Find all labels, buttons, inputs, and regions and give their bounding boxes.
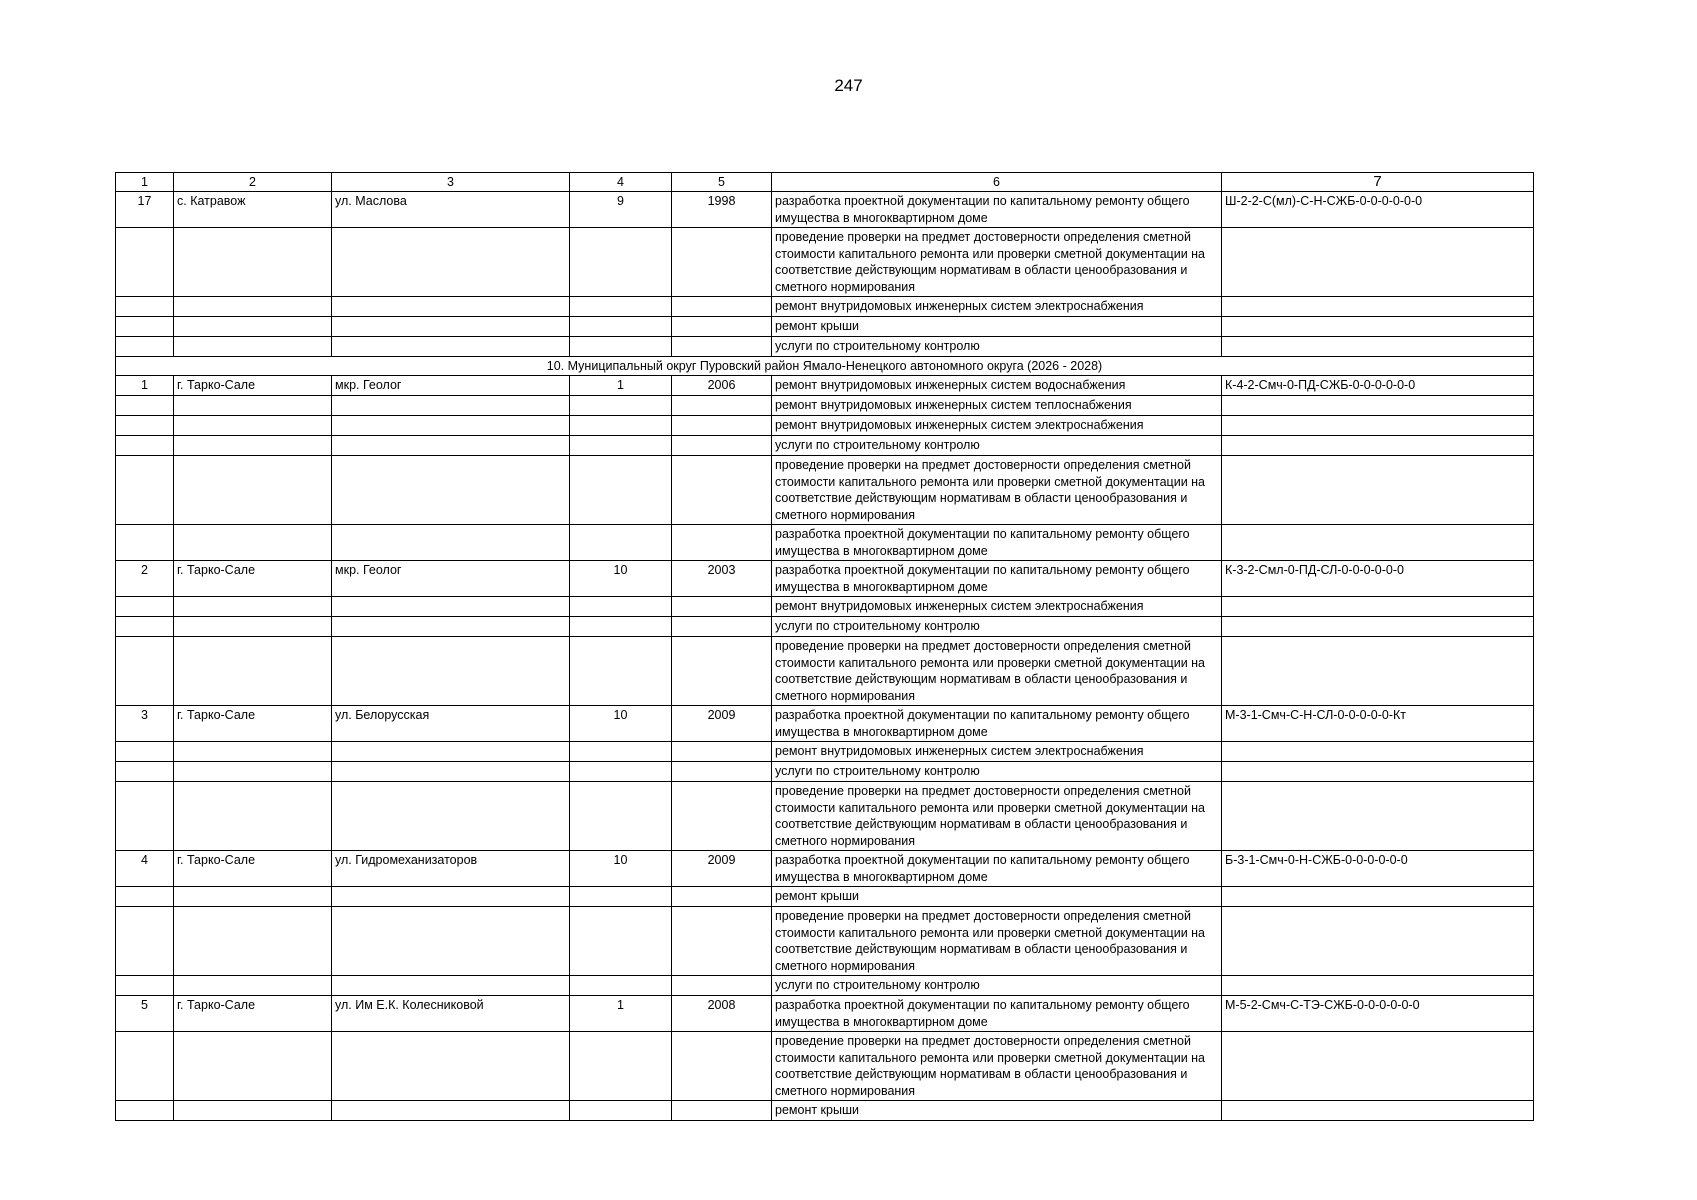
settlement-cell — [174, 228, 332, 297]
street-cell — [332, 907, 570, 976]
year-cell — [672, 337, 772, 357]
street-cell — [332, 637, 570, 706]
row-number-cell — [116, 456, 174, 525]
street-cell — [332, 456, 570, 525]
year-cell — [672, 228, 772, 297]
building-code-cell — [1222, 228, 1534, 297]
repair-table — [115, 172, 1534, 1121]
building-code-cell: Б-3-1-Смч-0-Н-СЖБ-0-0-0-0-0-0 — [1222, 851, 1534, 887]
house-number-cell — [570, 396, 672, 416]
row-number-cell — [116, 617, 174, 637]
building-code-cell — [1222, 297, 1534, 317]
year-cell — [672, 396, 772, 416]
house-number-cell — [570, 617, 672, 637]
work-type-cell: проведение проверки на предмет достоверности определения сметной стоимости капитального ремонта или проверки сметной документации на соответствие действующим нормативам в области ценообразования и сметного нормирования — [772, 1032, 1222, 1101]
building-code-cell — [1222, 637, 1534, 706]
house-number-cell: 9 — [570, 192, 672, 228]
row-number-cell — [116, 907, 174, 976]
street-cell — [332, 416, 570, 436]
building-code-cell — [1222, 597, 1534, 617]
house-number-cell: 1 — [570, 376, 672, 396]
work-type-cell: услуги по строительному контролю — [772, 436, 1222, 456]
year-cell — [672, 907, 772, 976]
settlement-cell — [174, 317, 332, 337]
table-row — [116, 228, 1534, 297]
house-number-cell — [570, 782, 672, 851]
work-type-cell: проведение проверки на предмет достоверности определения сметной стоимости капитального ремонта или проверки сметной документации на соответствие действующим нормативам в области ценообразования и сметного нормирования — [772, 907, 1222, 976]
house-number-cell: 10 — [570, 706, 672, 742]
year-cell — [672, 617, 772, 637]
work-type-cell: разработка проектной документации по капитальному ремонту общего имущества в многоквартирном доме — [772, 996, 1222, 1032]
table-row — [116, 337, 1534, 357]
row-number-cell — [116, 416, 174, 436]
building-code-cell: Ш-2-2-С(мл)-С-Н-СЖБ-0-0-0-0-0-0 — [1222, 192, 1534, 228]
year-cell: 2003 — [672, 561, 772, 597]
work-type-cell: проведение проверки на предмет достоверности определения сметной стоимости капитального ремонта или проверки сметной документации на соответствие действующим нормативам в области ценообразования и сметного нормирования — [772, 228, 1222, 297]
house-number-cell — [570, 976, 672, 996]
settlement-cell — [174, 782, 332, 851]
house-number-cell — [570, 887, 672, 907]
section-title: 10. Муниципальный округ Пуровский район Ямало-Ненецкого автономного округа (2026 - 2028) — [116, 357, 1534, 376]
year-cell: 2009 — [672, 706, 772, 742]
house-number-cell — [570, 907, 672, 976]
row-number-cell — [116, 436, 174, 456]
street-cell — [332, 742, 570, 762]
work-type-cell: услуги по строительному контролю — [772, 976, 1222, 996]
settlement-cell — [174, 1101, 332, 1121]
settlement-cell — [174, 297, 332, 317]
row-number-cell: 1 — [116, 376, 174, 396]
table-body — [116, 192, 1534, 1121]
work-type-cell: услуги по строительному контролю — [772, 762, 1222, 782]
row-number-cell — [116, 297, 174, 317]
year-cell — [672, 317, 772, 337]
column-header: 7 — [1222, 173, 1534, 192]
settlement-cell — [174, 976, 332, 996]
building-code-cell — [1222, 762, 1534, 782]
table-row — [116, 706, 1534, 742]
table-row — [116, 597, 1534, 617]
house-number-cell: 10 — [570, 851, 672, 887]
table-header-row — [116, 173, 1534, 192]
settlement-cell: г. Тарко-Сале — [174, 561, 332, 597]
street-cell — [332, 525, 570, 561]
table-row — [116, 1101, 1534, 1121]
year-cell — [672, 1101, 772, 1121]
street-cell — [332, 228, 570, 297]
row-number-cell: 4 — [116, 851, 174, 887]
house-number-cell — [570, 436, 672, 456]
building-code-cell: М-5-2-Смч-С-ТЭ-СЖБ-0-0-0-0-0-0 — [1222, 996, 1534, 1032]
building-code-cell — [1222, 525, 1534, 561]
work-type-cell: ремонт крыши — [772, 1101, 1222, 1121]
settlement-cell — [174, 742, 332, 762]
table-row — [116, 851, 1534, 887]
table-row — [116, 782, 1534, 851]
building-code-cell — [1222, 416, 1534, 436]
table-row — [116, 976, 1534, 996]
row-number-cell — [116, 597, 174, 617]
table-row — [116, 996, 1534, 1032]
house-number-cell: 10 — [570, 561, 672, 597]
table-row — [116, 762, 1534, 782]
street-cell: мкр. Геолог — [332, 376, 570, 396]
settlement-cell — [174, 907, 332, 976]
table-row — [116, 192, 1534, 228]
building-code-cell: К-4-2-Смч-0-ПД-СЖБ-0-0-0-0-0-0 — [1222, 376, 1534, 396]
settlement-cell — [174, 396, 332, 416]
work-type-cell: проведение проверки на предмет достоверности определения сметной стоимости капитального ремонта или проверки сметной документации на соответствие действующим нормативам в области ценообразования и сметного нормирования — [772, 456, 1222, 525]
table-row — [116, 525, 1534, 561]
settlement-cell: г. Тарко-Сале — [174, 996, 332, 1032]
row-number-cell: 3 — [116, 706, 174, 742]
street-cell — [332, 1101, 570, 1121]
house-number-cell — [570, 297, 672, 317]
table-row — [116, 297, 1534, 317]
street-cell: ул. Маслова — [332, 192, 570, 228]
building-code-cell — [1222, 782, 1534, 851]
settlement-cell — [174, 617, 332, 637]
work-type-cell: разработка проектной документации по капитальному ремонту общего имущества в многоквартирном доме — [772, 706, 1222, 742]
settlement-cell — [174, 456, 332, 525]
building-code-cell — [1222, 456, 1534, 525]
year-cell — [672, 436, 772, 456]
house-number-cell — [570, 1101, 672, 1121]
row-number-cell — [116, 742, 174, 762]
house-number-cell — [570, 416, 672, 436]
settlement-cell: г. Тарко-Сале — [174, 376, 332, 396]
year-cell: 2008 — [672, 996, 772, 1032]
settlement-cell — [174, 1032, 332, 1101]
building-code-cell: К-3-2-Смл-0-ПД-СЛ-0-0-0-0-0-0 — [1222, 561, 1534, 597]
settlement-cell — [174, 887, 332, 907]
table-row — [116, 376, 1534, 396]
street-cell — [332, 597, 570, 617]
table-row — [116, 742, 1534, 762]
section-header-row — [116, 357, 1534, 376]
settlement-cell — [174, 597, 332, 617]
row-number-cell: 2 — [116, 561, 174, 597]
table-row — [116, 396, 1534, 416]
street-cell: ул. Им Е.К. Колесниковой — [332, 996, 570, 1032]
table-row — [116, 317, 1534, 337]
row-number-cell — [116, 887, 174, 907]
row-number-cell — [116, 317, 174, 337]
building-code-cell — [1222, 617, 1534, 637]
settlement-cell — [174, 637, 332, 706]
house-number-cell — [570, 337, 672, 357]
row-number-cell — [116, 976, 174, 996]
street-cell — [332, 762, 570, 782]
year-cell — [672, 887, 772, 907]
row-number-cell — [116, 228, 174, 297]
street-cell — [332, 297, 570, 317]
page-number: 247 — [834, 76, 863, 95]
building-code-cell — [1222, 742, 1534, 762]
street-cell — [332, 1032, 570, 1101]
year-cell — [672, 742, 772, 762]
year-cell: 1998 — [672, 192, 772, 228]
street-cell — [332, 617, 570, 637]
building-code-cell — [1222, 317, 1534, 337]
building-code-cell: М-3-1-Смч-С-Н-СЛ-0-0-0-0-0-Кт — [1222, 706, 1534, 742]
settlement-cell: г. Тарко-Сале — [174, 851, 332, 887]
table-row — [116, 416, 1534, 436]
column-header: 4 — [570, 173, 672, 192]
work-type-cell: услуги по строительному контролю — [772, 337, 1222, 357]
settlement-cell — [174, 762, 332, 782]
work-type-cell: ремонт внутридомовых инженерных систем теплоснабжения — [772, 396, 1222, 416]
street-cell — [332, 976, 570, 996]
column-header: 2 — [174, 173, 332, 192]
work-type-cell: ремонт внутридомовых инженерных систем электроснабжения — [772, 297, 1222, 317]
street-cell — [332, 337, 570, 357]
row-number-cell: 17 — [116, 192, 174, 228]
year-cell: 2006 — [672, 376, 772, 396]
building-code-cell — [1222, 1032, 1534, 1101]
year-cell — [672, 416, 772, 436]
work-type-cell: разработка проектной документации по капитальному ремонту общего имущества в многоквартирном доме — [772, 192, 1222, 228]
house-number-cell — [570, 762, 672, 782]
street-cell — [332, 782, 570, 851]
house-number-cell — [570, 742, 672, 762]
column-header: 6 — [772, 173, 1222, 192]
street-cell: мкр. Геолог — [332, 561, 570, 597]
building-code-cell — [1222, 1101, 1534, 1121]
table-row — [116, 561, 1534, 597]
building-code-cell — [1222, 907, 1534, 976]
year-cell — [672, 297, 772, 317]
house-number-cell — [570, 456, 672, 525]
table-row — [116, 436, 1534, 456]
year-cell — [672, 762, 772, 782]
year-cell — [672, 637, 772, 706]
building-code-cell — [1222, 436, 1534, 456]
year-cell — [672, 782, 772, 851]
work-type-cell: проведение проверки на предмет достоверности определения сметной стоимости капитального ремонта или проверки сметной документации на соответствие действующим нормативам в области ценообразования и сметного нормирования — [772, 637, 1222, 706]
table-row — [116, 637, 1534, 706]
settlement-cell — [174, 436, 332, 456]
row-number-cell — [116, 337, 174, 357]
work-type-cell: услуги по строительному контролю — [772, 617, 1222, 637]
settlement-cell: с. Катравож — [174, 192, 332, 228]
year-cell — [672, 597, 772, 617]
work-type-cell: ремонт внутридомовых инженерных систем водоснабжения — [772, 376, 1222, 396]
year-cell — [672, 525, 772, 561]
street-cell — [332, 887, 570, 907]
street-cell — [332, 317, 570, 337]
building-code-cell — [1222, 337, 1534, 357]
row-number-cell — [116, 637, 174, 706]
table-row — [116, 1032, 1534, 1101]
street-cell: ул. Белорусская — [332, 706, 570, 742]
work-type-cell: разработка проектной документации по капитальному ремонту общего имущества в многоквартирном доме — [772, 851, 1222, 887]
building-code-cell — [1222, 976, 1534, 996]
table-row — [116, 907, 1534, 976]
street-cell — [332, 396, 570, 416]
house-number-cell — [570, 1032, 672, 1101]
work-type-cell: ремонт крыши — [772, 317, 1222, 337]
row-number-cell — [116, 396, 174, 416]
row-number-cell — [116, 1101, 174, 1121]
column-header: 3 — [332, 173, 570, 192]
house-number-cell — [570, 317, 672, 337]
row-number-cell — [116, 782, 174, 851]
year-cell — [672, 976, 772, 996]
work-type-cell: ремонт внутридомовых инженерных систем электроснабжения — [772, 597, 1222, 617]
column-header: 5 — [672, 173, 772, 192]
row-number-cell: 5 — [116, 996, 174, 1032]
year-cell: 2009 — [672, 851, 772, 887]
house-number-cell — [570, 525, 672, 561]
work-type-cell: разработка проектной документации по капитальному ремонту общего имущества в многоквартирном доме — [772, 561, 1222, 597]
house-number-cell — [570, 637, 672, 706]
row-number-cell — [116, 525, 174, 561]
settlement-cell — [174, 416, 332, 436]
settlement-cell — [174, 525, 332, 561]
table-row — [116, 887, 1534, 907]
row-number-cell — [116, 762, 174, 782]
street-cell: ул. Гидромеханизаторов — [332, 851, 570, 887]
work-type-cell: разработка проектной документации по капитальному ремонту общего имущества в многоквартирном доме — [772, 525, 1222, 561]
house-number-cell — [570, 228, 672, 297]
work-type-cell: проведение проверки на предмет достоверности определения сметной стоимости капитального ремонта или проверки сметной документации на соответствие действующим нормативам в области ценообразования и сметного нормирования — [772, 782, 1222, 851]
building-code-cell — [1222, 887, 1534, 907]
building-code-cell — [1222, 396, 1534, 416]
row-number-cell — [116, 1032, 174, 1101]
settlement-cell: г. Тарко-Сале — [174, 706, 332, 742]
house-number-cell: 1 — [570, 996, 672, 1032]
work-type-cell: ремонт внутридомовых инженерных систем электроснабжения — [772, 742, 1222, 762]
settlement-cell — [174, 337, 332, 357]
column-header: 1 — [116, 173, 174, 192]
house-number-cell — [570, 597, 672, 617]
table-row — [116, 456, 1534, 525]
work-type-cell: ремонт внутридомовых инженерных систем электроснабжения — [772, 416, 1222, 436]
table-row — [116, 617, 1534, 637]
year-cell — [672, 1032, 772, 1101]
year-cell — [672, 456, 772, 525]
work-type-cell: ремонт крыши — [772, 887, 1222, 907]
street-cell — [332, 436, 570, 456]
